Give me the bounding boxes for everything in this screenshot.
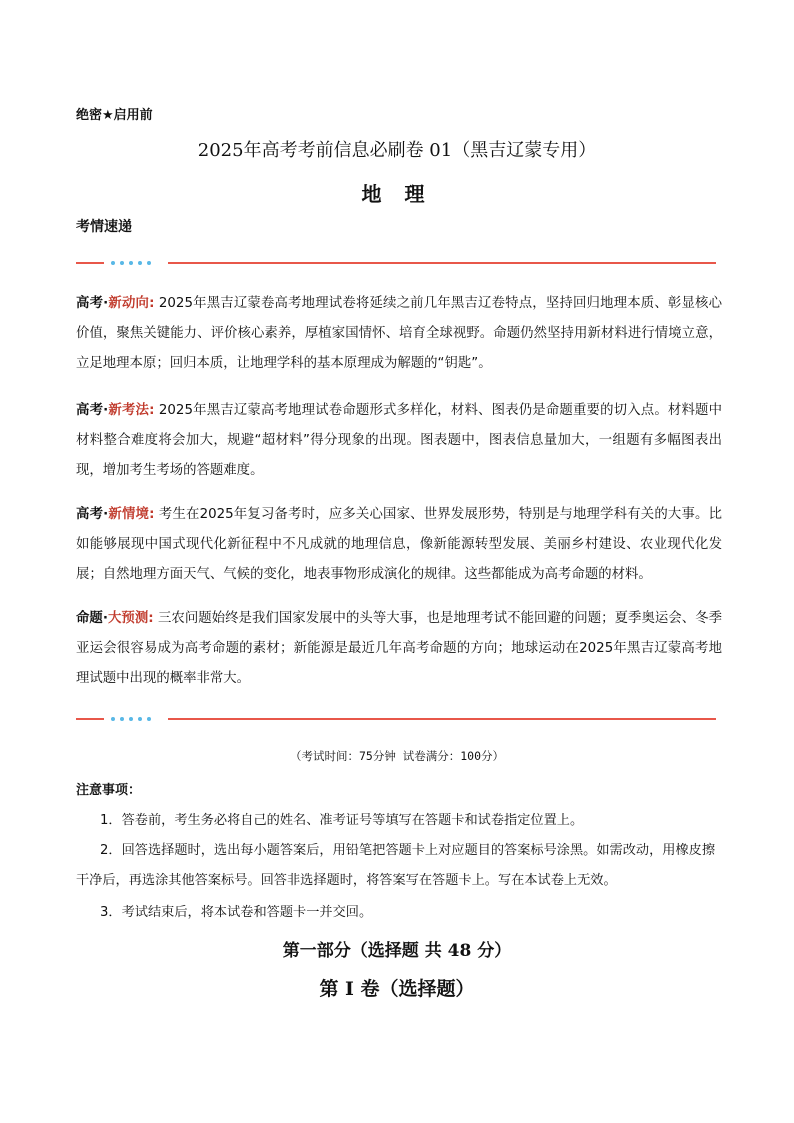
divider-dot — [111, 261, 115, 265]
divider-line-right — [168, 718, 716, 720]
overview-label-prefix: 命题· — [76, 611, 108, 626]
divider-line-left — [76, 262, 104, 264]
overview-label-key: 大预测 — [107, 611, 149, 626]
overview-label-prefix: 高考· — [76, 403, 109, 418]
divider-line-right — [168, 262, 716, 264]
notes-heading: 注意事项： — [76, 783, 142, 798]
divider-dot — [129, 261, 133, 265]
divider-dots — [111, 715, 151, 721]
divider-dot — [138, 261, 142, 265]
overview-item-new-method — [76, 396, 722, 486]
subject-title: 地 理 — [361, 182, 433, 206]
confidential-mark: 绝密★启用前 — [76, 108, 153, 123]
divider-dot — [111, 717, 115, 721]
divider-dot — [120, 261, 124, 265]
overview-label-colon: : — [148, 611, 154, 626]
note-text: 2．回答选择题时，选出每小题答案后，用铅笔把答题卡上对应题目的答案标号涂黑。如需改动，用橡皮擦干净后，再选涂其他答案标号。回答非选择题时，将答案写在答题卡上。写在本试卷上无效。 — [76, 843, 716, 888]
note-item-3: 3．考试结束后，将本试卷和答题卡一并交回。 — [100, 905, 373, 920]
overview-item-new-context — [76, 500, 722, 590]
overview-label-key: 新情境 — [108, 507, 150, 522]
divider-dot — [147, 717, 151, 721]
overview-label-key: 新动向 — [108, 296, 150, 311]
overview-heading: 考情速递 — [76, 219, 132, 235]
overview-label-prefix: 高考· — [76, 296, 109, 311]
overview-item-new-trend — [76, 289, 722, 379]
overview-text: 三农问题始终是我们国家发展中的头等大事，也是地理考试不能回避的问题；夏季奥运会、冬季亚运会很容易成为高考命题的素材；新能源是最近几年高考命题的方向；地球运动在2025年黑吉辽蒙高考地理试题中出现的概率非常大。 — [76, 611, 722, 686]
note-item: 1．答卷前，考生务必将自己的姓名、准考证号等填写在答题卡和试卷指定位置上。 — [100, 813, 584, 828]
overview-label-colon: : — [149, 296, 155, 311]
overview-label-colon: : — [149, 507, 155, 522]
overview-text: 2025年黑吉辽蒙高考地理试卷命题形式多样化，材料、图表仍是命题重要的切入点。材料题中材料整合难度将会加大，规避“超材料”得分现象的出现。图表题中，图表信息量加大，一组题有多幅图表出现，增加考生考场的答题难度。 — [76, 403, 722, 478]
overview-text: 考生在2025年复习备考时，应多关心国家、世界发展形势，特别是与地理学科有关的大事。比如能够展现中国式现代化新征程中不凡成就的地理信息，像新能源转型发展、美丽乡村建设、农业现代化发展；自然地理方面天气、气候的变化，地表事物形成演化的规律。这些都能成为高考命题的材料。 — [76, 507, 722, 582]
part-one-heading: 第一部分（选择题 共 48 分） — [282, 941, 512, 961]
divider-bottom — [76, 713, 716, 725]
volume-one-heading: 第 I 卷（选择题） — [319, 978, 475, 1000]
divider-dot — [147, 261, 151, 265]
divider-dots — [111, 259, 151, 265]
divider-dot — [129, 717, 133, 721]
divider-dot — [138, 717, 142, 721]
note-item-2 — [76, 836, 722, 896]
overview-item-prediction — [76, 604, 722, 694]
divider-dot — [120, 717, 124, 721]
overview-text: 2025年黑吉辽蒙卷高考地理试卷将延续之前几年黑吉辽卷特点，坚持回归地理本质、彰显核心价值，聚焦关键能力、评价核心素养，厚植家国情怀、培育全球视野。命题仍然坚持用新材料进行情境立意，立足地理本原；回归本质，让地理学科的基本原理成为解题的“钥匙”。 — [76, 296, 722, 371]
divider-line-left — [76, 718, 104, 720]
overview-label-prefix: 高考· — [76, 507, 109, 522]
overview-label-key: 新考法 — [108, 403, 150, 418]
exam-title: 2025年高考考前信息必刷卷 01（黑吉辽蒙专用） — [197, 140, 597, 161]
divider-top — [76, 257, 716, 269]
overview-label-colon: : — [149, 403, 155, 418]
exam-time-info: （考试时间：75分钟 试卷满分：100分） — [289, 749, 505, 763]
